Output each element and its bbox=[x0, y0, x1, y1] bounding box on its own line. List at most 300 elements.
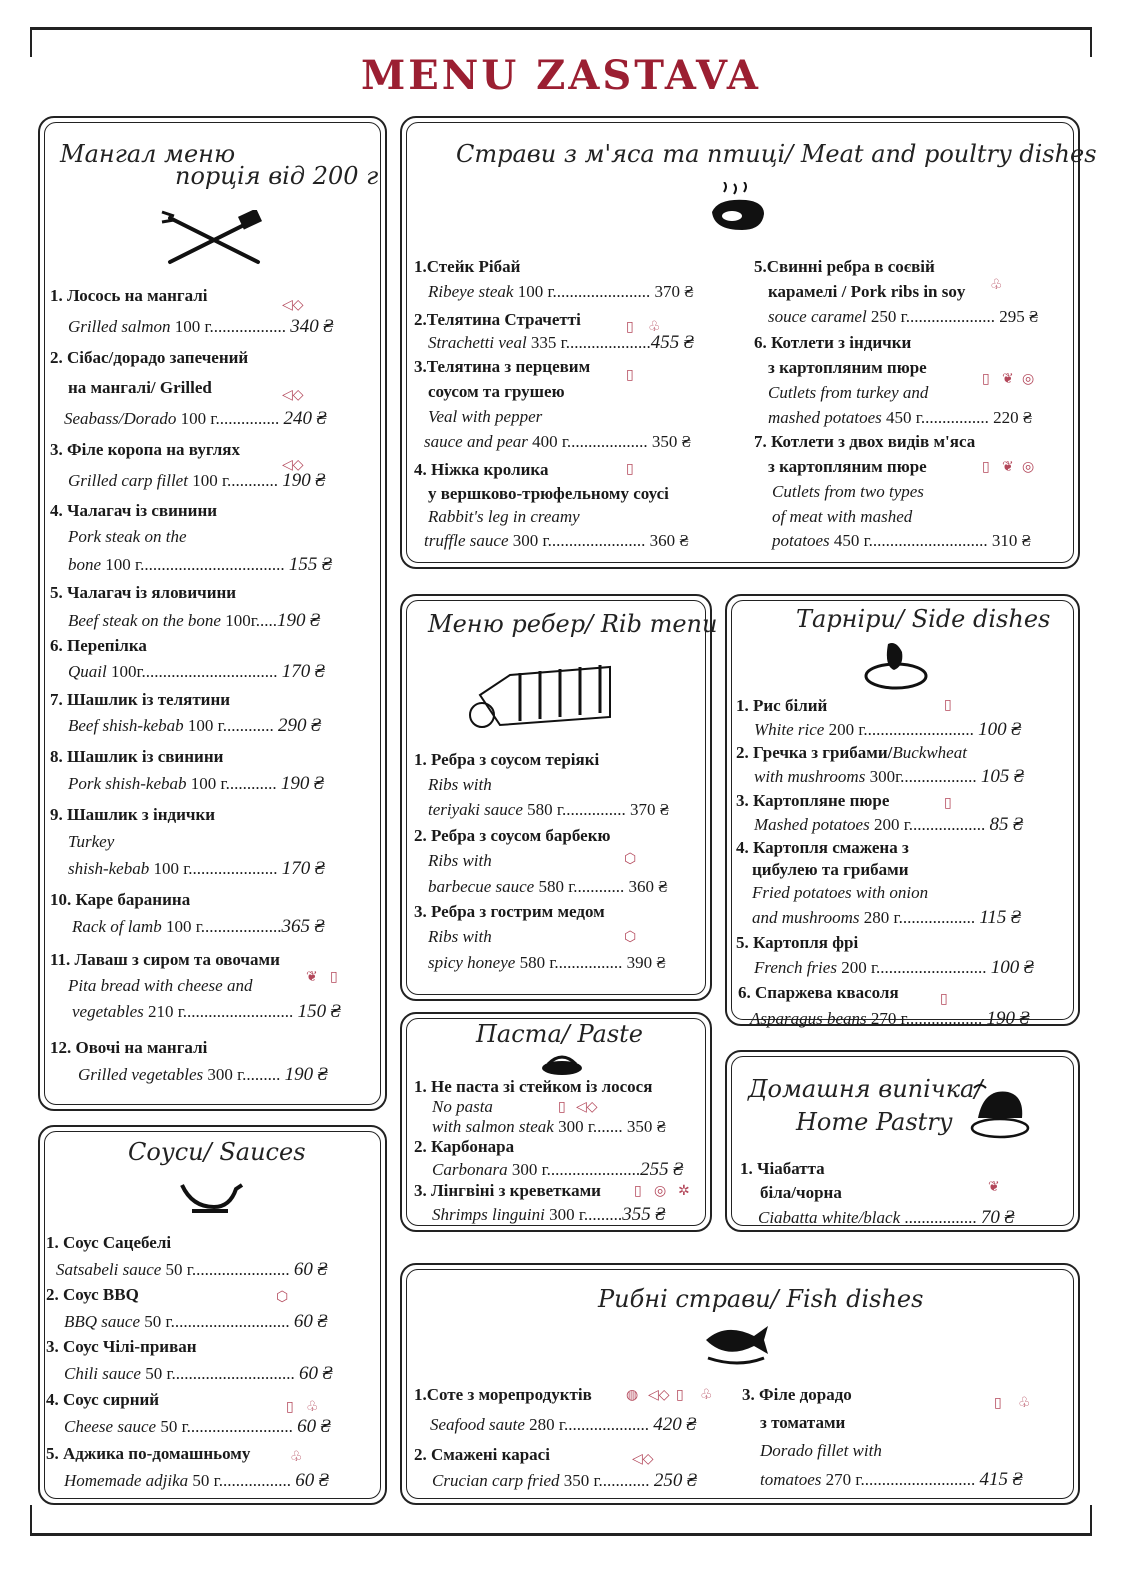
price: 85 ₴ bbox=[989, 814, 1023, 835]
pastry-item-detail bbox=[758, 1207, 1014, 1229]
price: 190 ₴ bbox=[280, 773, 324, 794]
pastry-item-name bbox=[740, 1159, 825, 1179]
dish-name: 7. Шашлик із телятини bbox=[50, 690, 231, 709]
garlic-allergen-icon: ♧ bbox=[306, 1399, 319, 1415]
bottle-allergen-icon: ▯ bbox=[558, 1099, 566, 1115]
grill-item-detail bbox=[68, 610, 320, 632]
fish-item-detail bbox=[760, 1469, 1022, 1491]
garlic-allergen-icon: ♧ bbox=[290, 1449, 303, 1465]
dish-name-en: Dorado fillet with bbox=[760, 1441, 882, 1460]
portion: 250 г..................... 295 ₴ bbox=[866, 307, 1039, 326]
dish-name-en: with mushrooms bbox=[754, 767, 866, 786]
portion: 300г.................. bbox=[865, 767, 981, 786]
price: 365 ₴ bbox=[281, 916, 325, 937]
wheat-allergen-icon: ❦ bbox=[1002, 371, 1014, 387]
dish-name: карамелі / Pork ribs in soy bbox=[768, 282, 966, 301]
sauce-item-name bbox=[46, 1390, 159, 1410]
wheat-allergen-icon: ❦ bbox=[306, 969, 318, 985]
rib-item-en bbox=[428, 927, 492, 947]
bottle-allergen-icon: ▯ bbox=[626, 461, 634, 477]
meat-item-detail bbox=[424, 432, 691, 452]
dish-name: на мангалі/ Grilled bbox=[68, 378, 212, 397]
dish-name-en: souce caramel bbox=[768, 307, 867, 326]
price: 190 ₴ bbox=[277, 610, 320, 631]
dish-name-en: mashed potatoes bbox=[768, 408, 882, 427]
dish-name: 11. Лаваш з сиром та овочами bbox=[50, 950, 280, 969]
rib-item-detail bbox=[428, 877, 668, 897]
grill-item-detail bbox=[78, 1064, 327, 1086]
dish-name-en: shish-kebab bbox=[68, 859, 150, 878]
meat-item-detail bbox=[428, 332, 693, 354]
top-rule bbox=[30, 27, 1092, 30]
dish-name: біла/чорна bbox=[760, 1183, 842, 1202]
meat-item-name bbox=[414, 257, 520, 277]
dish-name-en: Seabass/Dorado bbox=[64, 409, 177, 428]
dish-name-en: Turkey bbox=[68, 832, 115, 851]
dish-name-en: and mushrooms bbox=[752, 908, 860, 927]
dish-name-en: Cheese sauce bbox=[64, 1417, 157, 1436]
dish-name: 1.Соте з морепродуктів bbox=[414, 1385, 592, 1404]
dish-name-en: No pasta bbox=[432, 1097, 493, 1116]
price: 150 ₴ bbox=[297, 1001, 341, 1022]
dish-name-en: Rabbit's leg in creamy bbox=[428, 507, 580, 526]
fish-item-name bbox=[742, 1385, 852, 1405]
price: 60 ₴ bbox=[295, 1470, 329, 1491]
price: 190 ₴ bbox=[284, 1064, 328, 1085]
dish-name: 3. Картопляне пюре bbox=[736, 791, 890, 810]
sauce-item-detail bbox=[56, 1259, 327, 1281]
dish-name: соусом та грушею bbox=[428, 382, 565, 401]
portion: 100 г............ bbox=[183, 716, 278, 735]
grill-item-name bbox=[50, 747, 223, 767]
sauce-item-name bbox=[46, 1444, 250, 1464]
bottle-allergen-icon: ▯ bbox=[994, 1395, 1002, 1411]
grill-item-name bbox=[50, 583, 236, 603]
grill-item-detail bbox=[64, 408, 326, 430]
fish-allergen-icon: ◁◇ bbox=[632, 1451, 654, 1467]
dish-name: 2. Соус BBQ bbox=[46, 1285, 139, 1304]
price: 340 ₴ bbox=[290, 316, 334, 337]
grill-item-sub bbox=[68, 378, 212, 398]
grill-item-name bbox=[50, 286, 208, 306]
price: 60 ₴ bbox=[293, 1311, 328, 1332]
honey-allergen-icon: ⬡ bbox=[276, 1289, 289, 1305]
sauce-item-detail bbox=[64, 1470, 328, 1492]
dish-name: 6. Котлети з індички bbox=[754, 333, 912, 352]
portion: 300 г......... bbox=[544, 1205, 623, 1224]
meat-item-en bbox=[772, 507, 912, 527]
side-item-name bbox=[736, 743, 967, 763]
side-item-detail bbox=[754, 957, 1034, 979]
sauce-item-name bbox=[46, 1337, 197, 1357]
grill-item-detail bbox=[72, 916, 324, 938]
eggplant-icon bbox=[860, 640, 932, 692]
fish-item-sub bbox=[760, 1413, 845, 1433]
portion: 300 г...................... bbox=[507, 1160, 641, 1179]
dish-name-en: Satsabeli sauce bbox=[56, 1260, 162, 1279]
bottle-allergen-icon: ▯ bbox=[330, 969, 338, 985]
garlic-allergen-icon: ♧ bbox=[648, 319, 661, 335]
grill-item-name bbox=[50, 805, 215, 825]
portion: 270 г........................... bbox=[821, 1470, 980, 1489]
garlic-allergen-icon: ♧ bbox=[700, 1387, 713, 1403]
grill-tools-icon bbox=[160, 210, 268, 270]
portion: 210 г.......................... bbox=[143, 1002, 298, 1021]
garlic-allergen-icon: ♧ bbox=[990, 277, 1003, 293]
meat-item-sub bbox=[428, 484, 669, 504]
grill-heading-2: порція від 200 г bbox=[175, 162, 379, 190]
meat-item-name bbox=[414, 357, 590, 377]
price: 420 ₴ bbox=[653, 1414, 696, 1435]
dish-name-en: Grilled vegetables bbox=[78, 1065, 204, 1084]
grill-item-name bbox=[50, 690, 230, 710]
price: 455 ₴ bbox=[650, 332, 694, 353]
sauces-heading: Соуси/ Sauces bbox=[128, 1138, 306, 1166]
sauce-item-detail bbox=[64, 1311, 327, 1333]
side-item-detail bbox=[754, 766, 1024, 788]
fish-item-detail bbox=[430, 1414, 696, 1436]
fish-allergen-icon: ◁◇ bbox=[282, 387, 304, 403]
grill-item-detail bbox=[72, 1001, 340, 1023]
dish-name: 3.Телятина з перцевим bbox=[414, 357, 591, 376]
bottle-allergen-icon: ▯ bbox=[286, 1399, 294, 1415]
pasta-item-name bbox=[414, 1137, 514, 1157]
meat-heading: Страви з м'яса та птиці/ Meat and poultry dishes bbox=[456, 140, 1097, 168]
fish-allergen-icon: ◁◇ bbox=[648, 1387, 670, 1403]
grill-item-name bbox=[50, 950, 280, 970]
dish-name: 2.Телятина Страчетті bbox=[414, 310, 581, 329]
dish-name-en: Cutlets from turkey and bbox=[768, 383, 929, 402]
meat-item-sub bbox=[428, 382, 565, 402]
dish-name: 5. Чалагач із яловичини bbox=[50, 583, 237, 602]
meat-item-en bbox=[428, 507, 580, 527]
price: 100 ₴ bbox=[978, 719, 1021, 740]
sauce-item-name bbox=[46, 1233, 171, 1253]
meat-item-name bbox=[754, 257, 935, 277]
side-item-name bbox=[736, 838, 909, 858]
portion: 300 г....................... 360 ₴ bbox=[508, 531, 689, 550]
bottle-allergen-icon: ▯ bbox=[944, 795, 952, 811]
dish-name: 4. Чалагач із свинини bbox=[50, 501, 218, 520]
fish-heading: Рибні страви/ Fish dishes bbox=[598, 1285, 924, 1313]
dish-name: з томатами bbox=[760, 1413, 846, 1432]
dish-name: 3. Філе коропа на вуглях bbox=[50, 440, 240, 459]
dish-name-en: Buckwheat bbox=[892, 743, 967, 762]
meat-item-detail bbox=[428, 282, 694, 302]
price: 415 ₴ bbox=[979, 1469, 1023, 1490]
portion: 200 г.................. bbox=[869, 815, 990, 834]
meat-item-detail bbox=[424, 531, 689, 551]
portion: 335 г.................... bbox=[526, 333, 651, 352]
rib-item-name bbox=[414, 750, 599, 770]
wheat-allergen-icon: ❦ bbox=[1002, 459, 1014, 475]
dish-name: 1. Соус Сацебелі bbox=[46, 1233, 172, 1252]
meat-item-sub bbox=[768, 457, 927, 477]
rib-item-detail bbox=[428, 800, 669, 820]
portion: 100 г.................. bbox=[170, 317, 291, 336]
dish-name-en: Pork shish-kebab bbox=[68, 774, 187, 793]
dish-name-en: potatoes bbox=[772, 531, 830, 550]
dish-name-en: Shrimps linguini bbox=[432, 1205, 545, 1224]
portion: 100 г............ bbox=[187, 471, 283, 490]
price: 115 ₴ bbox=[979, 907, 1021, 928]
egg-allergen-icon: ◎ bbox=[1022, 371, 1035, 387]
dish-name-en: Ribs with bbox=[428, 851, 492, 870]
bottle-allergen-icon: ▯ bbox=[626, 367, 634, 383]
portion: 50 г............................ bbox=[140, 1312, 294, 1331]
portion: 350 г............ bbox=[559, 1471, 654, 1490]
rib-item-en bbox=[428, 775, 492, 795]
dish-name-en: truffle sauce bbox=[424, 531, 509, 550]
dish-name-en: Pita bread with cheese and bbox=[68, 976, 253, 995]
dish-name: 1.Стейк Рібай bbox=[414, 257, 521, 276]
side-item-detail bbox=[752, 907, 1021, 929]
grill-heading-1: Мангал меню bbox=[60, 140, 236, 168]
dish-name-en: Strachetti veal bbox=[428, 333, 527, 352]
dish-name: 12. Овочі на мангалі bbox=[50, 1038, 208, 1057]
portion: 200 г.......................... bbox=[824, 720, 979, 739]
grill-item-detail bbox=[68, 470, 325, 492]
portion: 400 г................... 350 ₴ bbox=[527, 432, 692, 451]
dish-name: 6. Спаржева квасоля bbox=[738, 983, 899, 1002]
meat-item-en bbox=[768, 383, 928, 403]
price: 170 ₴ bbox=[281, 661, 325, 682]
price: 190 ₴ bbox=[986, 1008, 1030, 1029]
grill-item-detail bbox=[68, 316, 333, 338]
grill-item-detail bbox=[68, 715, 321, 737]
pasta-item-detail bbox=[432, 1204, 665, 1226]
dish-name: 10. Каре баранина bbox=[50, 890, 191, 909]
dish-name-en: Chili sauce bbox=[64, 1364, 141, 1383]
price: 60 ₴ bbox=[293, 1259, 328, 1280]
ribs-icon bbox=[460, 655, 620, 735]
dish-name-en: Ribs with bbox=[428, 927, 492, 946]
meat-item-sub bbox=[768, 282, 965, 302]
dish-name: 3. Лінгвіні з креветками bbox=[414, 1181, 601, 1200]
dish-name-en: Ribs with bbox=[428, 775, 492, 794]
fish-item-name bbox=[414, 1445, 550, 1465]
dish-name: 2. Сібас/дорадо запечений bbox=[50, 348, 249, 367]
pasta-item-detail bbox=[432, 1117, 666, 1137]
portion: 50 г................. bbox=[188, 1471, 296, 1490]
pasta-plate-icon bbox=[540, 1052, 584, 1076]
price: 250 ₴ bbox=[653, 1470, 697, 1491]
portion: 100 г............ bbox=[186, 774, 281, 793]
grill-item-sub bbox=[68, 527, 187, 547]
dish-name: 5. Картопля фрі bbox=[736, 933, 859, 952]
grill-item-detail bbox=[68, 661, 325, 683]
side-item-name bbox=[736, 696, 827, 716]
dish-name-en: French fries bbox=[754, 958, 837, 977]
dish-name-en: White rice bbox=[754, 720, 825, 739]
side-item-en bbox=[752, 883, 928, 903]
rib-item-name bbox=[414, 826, 610, 846]
portion: 280 г.................... bbox=[524, 1415, 654, 1434]
meat-item-name bbox=[414, 460, 548, 480]
frame-edge bbox=[1090, 1505, 1092, 1535]
side-item-detail bbox=[750, 1008, 1029, 1030]
grill-item-name bbox=[50, 1038, 207, 1058]
portion: 580 г................ 390 ₴ bbox=[515, 953, 666, 972]
pasta-item-name bbox=[414, 1077, 652, 1097]
sauce-item-detail bbox=[64, 1416, 330, 1438]
dish-name: 7. Котлети з двох видів м'яса bbox=[754, 432, 976, 451]
fish-icon bbox=[700, 1318, 774, 1366]
side-item-detail bbox=[754, 814, 1023, 836]
grill-item-detail bbox=[68, 554, 332, 576]
price: 105 ₴ bbox=[980, 766, 1024, 787]
price: 255 ₴ bbox=[640, 1159, 683, 1180]
price: 60 ₴ bbox=[299, 1363, 333, 1384]
dish-name-en: Fried potatoes with onion bbox=[752, 883, 929, 902]
dish-name: 1. Не паста зі стейком із лосося bbox=[414, 1077, 653, 1096]
rib-item-detail bbox=[428, 953, 666, 973]
dish-name-en: teriyaki sauce bbox=[428, 800, 523, 819]
portion: 100г..... bbox=[220, 611, 278, 630]
sauce-item-detail bbox=[64, 1363, 332, 1385]
dish-name: 5.Свинні ребра в соєвій bbox=[754, 257, 935, 276]
dish-name: 6. Перепілка bbox=[50, 636, 147, 655]
bread-icon bbox=[968, 1078, 1032, 1142]
dish-name-en: Seafood saute bbox=[430, 1415, 525, 1434]
price: 240 ₴ bbox=[283, 408, 327, 429]
pastry-heading-2: Home Pastry bbox=[796, 1108, 953, 1136]
side-item-name bbox=[738, 983, 899, 1003]
honey-allergen-icon: ⬡ bbox=[624, 851, 637, 867]
grill-item-sub bbox=[68, 832, 114, 852]
dish-name-en: Grilled salmon bbox=[68, 317, 171, 336]
dish-name: 4. Ніжка кролика bbox=[414, 460, 549, 479]
dish-name-en: Cutlets from two types bbox=[772, 482, 924, 501]
dish-name: 2. Гречка з грибами/ bbox=[736, 743, 893, 762]
price: 155 ₴ bbox=[288, 554, 332, 575]
portion: 580 г............ 360 ₴ bbox=[534, 877, 668, 896]
grill-item-name bbox=[50, 501, 217, 521]
grill-item-name bbox=[50, 440, 240, 460]
meat-item-detail bbox=[768, 408, 1032, 428]
grill-item-name bbox=[50, 348, 248, 368]
dish-name: 3. Ребра з гострим медом bbox=[414, 902, 605, 921]
bottle-allergen-icon: ▯ bbox=[676, 1387, 684, 1403]
dish-name-en: Beef shish-kebab bbox=[68, 716, 184, 735]
portion: 300 г....... 350 ₴ bbox=[553, 1117, 667, 1136]
menu-title: MENU ZASTAVA bbox=[361, 52, 761, 99]
frame-edge bbox=[30, 1505, 32, 1535]
sides-heading: Тарніри/ Side dishes bbox=[796, 605, 1051, 633]
dish-name-en: of meat with mashed bbox=[772, 507, 913, 526]
wheat-allergen-icon: ❦ bbox=[988, 1179, 1000, 1195]
dish-name-en: bone bbox=[68, 555, 102, 574]
grill-item-name bbox=[50, 890, 190, 910]
portion: 580 г............... 370 ₴ bbox=[522, 800, 670, 819]
price: 170 ₴ bbox=[281, 858, 325, 879]
bottle-allergen-icon: ▯ bbox=[944, 697, 952, 713]
dish-name-en: Homemade adjika bbox=[64, 1471, 189, 1490]
portion: 100 г.................................. bbox=[101, 555, 289, 574]
dish-name-en: Asparagus beans bbox=[750, 1009, 867, 1028]
portion: 100г................................ bbox=[106, 662, 282, 681]
portion: 50 г......................... bbox=[156, 1417, 298, 1436]
price: 290 ₴ bbox=[277, 715, 321, 736]
price: 70 ₴ bbox=[980, 1207, 1015, 1228]
dish-name-en: Ciabatta white/black bbox=[758, 1208, 901, 1227]
portion: 300 г......... bbox=[203, 1065, 285, 1084]
side-item-detail bbox=[754, 719, 1021, 741]
steak-icon bbox=[708, 182, 768, 238]
portion: 450 г................ 220 ₴ bbox=[881, 408, 1033, 427]
bottle-allergen-icon: ▯ bbox=[626, 319, 634, 335]
dish-name-en: barbecue sauce bbox=[428, 877, 535, 896]
pasta-item-en bbox=[432, 1097, 493, 1117]
dish-name: 2. Смажені карасі bbox=[414, 1445, 550, 1464]
ribs-heading: Меню ребер/ Rib menu bbox=[428, 610, 718, 638]
fish-item-name bbox=[414, 1385, 592, 1405]
pastry-item-sub bbox=[760, 1183, 842, 1203]
dish-name: 5. Аджика по-домашньому bbox=[46, 1444, 251, 1463]
dish-name: 1. Лосось на мангалі bbox=[50, 286, 208, 305]
bottle-allergen-icon: ▯ bbox=[634, 1183, 642, 1199]
portion: 100 г................... bbox=[161, 917, 282, 936]
portion: 280 г.................. bbox=[859, 908, 980, 927]
meat-item-en bbox=[772, 482, 924, 502]
dish-name: 1. Чіабатта bbox=[740, 1159, 825, 1178]
bottle-allergen-icon: ▯ bbox=[940, 991, 948, 1007]
dish-name-en: Rack of lamb bbox=[72, 917, 162, 936]
bottle-allergen-icon: ▯ bbox=[982, 459, 990, 475]
dish-name-en: Veal with pepper bbox=[428, 407, 543, 426]
grill-item-detail bbox=[68, 858, 325, 880]
dish-name-en: Grilled carp fillet bbox=[68, 471, 188, 490]
crab-allergen-icon: ✲ bbox=[678, 1183, 690, 1199]
dish-name: 9. Шашлик з індички bbox=[50, 805, 216, 824]
side-item-name bbox=[736, 791, 889, 811]
shell-allergen-icon: ◍ bbox=[626, 1387, 639, 1403]
dish-name-en: Beef steak on the bone bbox=[68, 611, 221, 630]
gravy-boat-icon bbox=[178, 1175, 244, 1215]
grill-item-sub bbox=[68, 976, 252, 996]
dish-name: 1. Рис білий bbox=[736, 696, 828, 715]
dish-name: 3. Філе дорадо bbox=[742, 1385, 852, 1404]
meat-item-en bbox=[428, 407, 542, 427]
fish-allergen-icon: ◁◇ bbox=[576, 1099, 598, 1115]
portion: 50 г....................... bbox=[161, 1260, 294, 1279]
dish-name-en: Mashed potatoes bbox=[754, 815, 870, 834]
dish-name: 4. Соус сирний bbox=[46, 1390, 160, 1409]
price: 60 ₴ bbox=[297, 1416, 331, 1437]
dish-name-en: tomatoes bbox=[760, 1470, 822, 1489]
rib-item-name bbox=[414, 902, 605, 922]
dish-name-en: Pork steak on the bbox=[68, 527, 187, 546]
dish-name-en: spicy honeye bbox=[428, 953, 516, 972]
garlic-allergen-icon: ♧ bbox=[1018, 1395, 1031, 1411]
portion: 200 г.......................... bbox=[836, 958, 991, 977]
portion: ................. bbox=[900, 1208, 981, 1227]
fish-item-en bbox=[760, 1441, 882, 1461]
meat-item-name bbox=[414, 310, 581, 330]
dish-name: цибулею та грибами bbox=[752, 860, 909, 879]
dish-name-en: BBQ sauce bbox=[64, 1312, 141, 1331]
dish-name: з картопляним пюре bbox=[768, 358, 927, 377]
fish-allergen-icon: ◁◇ bbox=[282, 297, 304, 313]
meat-item-sub bbox=[768, 358, 927, 378]
dish-name-en: with salmon steak bbox=[432, 1117, 554, 1136]
pasta-heading: Паста/ Paste bbox=[476, 1020, 644, 1048]
dish-name-en: Crucian carp fried bbox=[432, 1471, 560, 1490]
bottom-rule bbox=[30, 1533, 1092, 1536]
dish-name-en: Carbonara bbox=[432, 1160, 508, 1179]
dish-name: 2. Ребра з соусом барбекю bbox=[414, 826, 611, 845]
portion: 450 г............................ 310 ₴ bbox=[829, 531, 1032, 550]
